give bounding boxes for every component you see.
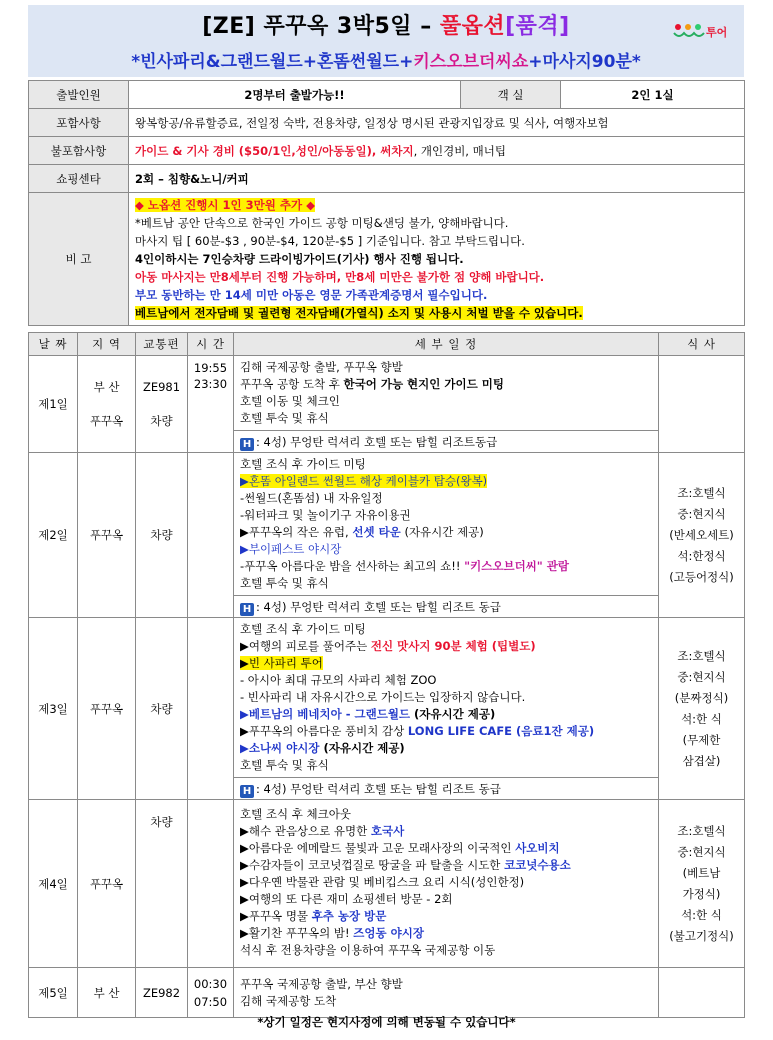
day5-label: 제5일: [29, 968, 78, 1018]
subtitle-part-2: +마사지90분*: [528, 52, 641, 72]
day2-line-5c: (자유시간 제공): [400, 525, 484, 539]
day1-time: [188, 356, 234, 453]
day2-kiss-of-sea: "키스오브더씨" 관람: [464, 559, 570, 573]
day1-label: 제1일: [29, 356, 78, 453]
header-itinerary: 세 부 일 정: [234, 333, 659, 356]
day4-line-2: [240, 823, 652, 840]
company-logo: [672, 19, 730, 43]
day3-detail: [234, 618, 659, 778]
day4-sao-beach: 사오비치: [515, 841, 560, 855]
day3-line-1: 호텔 조식 후 가이드 미팅: [240, 622, 366, 636]
day4-temple: 호국사: [370, 824, 405, 838]
included-value: 왕복항공/유류할증료, 전일정 숙박, 전용차량, 일정상 명시된 관광지입장료 및 식사, 여행자보험: [129, 109, 745, 137]
day2-night-market: ▶부이페스트 야시장: [240, 542, 342, 556]
day3-meal-1: 조:호텔식: [677, 648, 726, 663]
day4-night-market: 즈엉동 야시장: [353, 926, 424, 940]
departure-row: [29, 81, 745, 109]
day3-line-8: [240, 740, 652, 757]
included-row: [29, 109, 745, 137]
day1-depart-time: 19:55: [193, 361, 228, 375]
day1-detail: [234, 356, 659, 431]
excluded-value: [129, 137, 745, 165]
hotel-icon: H: [240, 603, 254, 616]
day3-meal-5: (무제한: [682, 732, 721, 747]
day1-hotel-text: : 4성) 무엉탄 럭셔리 호텔 또는 탐힐 리조트동급: [256, 434, 498, 449]
day1-vehicle: 차량: [150, 414, 173, 428]
day1-hotel: [234, 431, 659, 453]
day4-line-5: ▶다우옌 박물관 관람 및 베비킵스크 요리 시식(성인한정): [240, 875, 525, 889]
day3-label: 제3일: [29, 618, 78, 800]
day4-line-7: [240, 908, 652, 925]
day1-arrive-time: 23:30: [193, 377, 228, 391]
header-transport: 교통편: [136, 333, 188, 356]
title-banner: [28, 5, 744, 77]
excluded-label: 불포함사항: [29, 137, 129, 165]
day4-meal-3: (베트남: [682, 865, 721, 880]
day4-detail: [234, 800, 659, 968]
shopping-row: [29, 165, 745, 193]
title-main: [ZE] 푸꾸옥 3박5일 –: [202, 14, 440, 39]
day1-meals: [659, 356, 745, 453]
day2-time: [188, 453, 234, 618]
day2-meal-3: (반세오세트): [669, 527, 734, 542]
day2-line-8: 호텔 투숙 및 휴식: [240, 576, 329, 590]
day1-line-1: 김해 국제공항 출발, 푸꾸옥 향발: [240, 360, 403, 374]
day2-transport: 차량: [136, 453, 188, 618]
day2-line-3: -썬월드(혼똠섬) 내 자유일정: [240, 491, 383, 505]
day1-region: [78, 356, 136, 453]
day2-sunset-town: 선셋 타운: [352, 525, 401, 539]
day1-region-phuquoc: 푸꾸옥: [89, 414, 124, 428]
day4-line-3a: ▶아름다운 에메랄드 물빛과 고운 모래사장의 이국적인: [240, 841, 516, 855]
day3-night-market: ▶소나씨 야시장: [240, 741, 320, 755]
day1-row: [29, 356, 745, 431]
day3-meal-3: (분짜정식): [674, 690, 729, 705]
day3-time: [188, 618, 234, 800]
day4-time: [188, 800, 234, 968]
day3-line-6b: (자유시간 제공): [410, 707, 496, 721]
departure-value: 2명부터 출발가능!!: [129, 81, 461, 109]
hotel-icon: H: [240, 438, 254, 451]
day2-meals: [659, 453, 745, 618]
hotel-icon: H: [240, 785, 254, 798]
day3-line-6: [240, 706, 652, 723]
note-massage-tip: 마사지 팁 [ 60분-$3 , 90분-$4, 120분-$5 ] 기준입니다. 참고 부탁드립니다.: [135, 234, 525, 248]
title-grade: [품격]: [505, 14, 570, 39]
day1-transport: [136, 356, 188, 453]
header-time: 시 간: [188, 333, 234, 356]
day3-line-2a: ▶여행의 피로를 풀어주는: [240, 639, 371, 653]
svg-text:투어: 투어: [706, 26, 728, 39]
day3-line-2: [240, 638, 652, 655]
day5-depart-time: 00:30: [193, 976, 228, 991]
day5-line-1: 푸꾸옥 국제공항 출발, 부산 향발: [240, 976, 403, 991]
day2-line-7: [240, 558, 652, 575]
day5-flight: ZE982: [136, 968, 188, 1018]
day3-row: [29, 618, 745, 778]
day2-cable-car: ▶혼똠 아일랜드 썬월드 해상 케이블카 탑승(왕복): [240, 474, 488, 488]
day3-line-8b: (자유시간 제공): [319, 741, 405, 755]
day4-line-4a: ▶수감자들이 코코넛껍질로 땅굴을 파 탈출을 시도한: [240, 858, 505, 872]
day1-line-4: 호텔 투숙 및 휴식: [240, 411, 329, 425]
included-label: 포함사항: [29, 109, 129, 137]
day3-meals: [659, 618, 745, 800]
day2-detail: [234, 453, 659, 596]
day3-line-9: 호텔 투숙 및 휴식: [240, 758, 329, 772]
day2-meal-4: 석:한정식: [677, 548, 726, 563]
no-option-notice: ◆ 노옵션 진행시 1인 3만원 추가 ◆: [135, 198, 315, 212]
shopping-value: 2회 – 침향&노니/커피: [129, 165, 745, 193]
day4-line-2a: ▶해수 관음상으로 유명한: [240, 824, 371, 838]
day4-line-9: 석식 후 전용차량을 이용하여 푸꾸옥 국제공항 이동: [240, 943, 496, 957]
notes-content: [129, 193, 745, 326]
day3-region: 푸꾸옥: [78, 618, 136, 800]
note-child-massage: 아동 마사지는 만8세부터 진행 가능하며, 만8세 미만은 불가한 점 양해 바랍니다.: [135, 270, 545, 284]
day4-line-7a: ▶푸꾸옥 명물: [240, 909, 312, 923]
day1-region-busan: 부 산: [93, 380, 120, 394]
schedule-table: [28, 332, 745, 1018]
day3-safari: ▶빈 사파리 투어: [240, 656, 323, 670]
day4-meal-2: 중:현지식: [677, 844, 726, 859]
page-title: [28, 9, 744, 40]
day4-line-8: [240, 925, 652, 942]
day3-line-7: [240, 723, 652, 740]
day3-grand-world: ▶베트남의 베네치아 - 그랜드월드: [240, 707, 411, 721]
day4-label: 제4일: [29, 800, 78, 968]
day5-arrive-time: 07:50: [193, 994, 228, 1009]
day4-meal-4: 가정식): [682, 886, 721, 901]
notes-label: 비 고: [29, 193, 129, 326]
room-label: 객 실: [461, 81, 561, 109]
day2-hotel: [234, 596, 659, 618]
day4-line-4: [240, 857, 652, 874]
day2-line-5a: ▶푸꾸옥의 작은 유럽,: [240, 525, 353, 539]
note-family-certificate: 부모 동반하는 만 14세 미만 아동은 영문 가족관계증명서 필수입니다.: [135, 288, 488, 302]
day3-massage: 전신 맛사지 90분 체험 (팁별도): [370, 639, 536, 653]
day1-line-2: [240, 376, 652, 393]
day3-meal-4: 석:한 식: [681, 711, 722, 726]
room-value: 2인 1실: [561, 81, 745, 109]
day2-line-7a: -푸꾸옥 아름다운 밤을 선사하는 최고의 쇼!!: [240, 559, 465, 573]
day4-pepper-farm: 후추 농장 방문: [311, 909, 387, 923]
day1-guide-meeting: 한국어 가능 현지인 가이드 미팅: [343, 377, 504, 391]
day4-shopping: ▶여행의 또 다른 재미 쇼핑센터 방문 - 2회: [240, 892, 453, 906]
day4-region: 푸꾸옥: [78, 800, 136, 968]
page-subtitle: [28, 47, 744, 72]
excluded-row: [29, 137, 745, 165]
day5-line-2: 김해 국제공항 도착: [240, 993, 337, 1008]
day2-line-5: [240, 524, 652, 541]
day2-region: 푸꾸옥: [78, 453, 136, 618]
day4-meal-1: 조:호텔식: [677, 823, 726, 838]
day3-line-7a: ▶푸꾸옥의 아름다운 풍비치 감상: [240, 724, 408, 738]
day2-line-1: 호텔 조식 후 가이드 미팅: [240, 457, 366, 471]
subtitle-part-1: *빈사파리&그랜드월드+혼똠썬월드+: [131, 52, 414, 72]
shopping-label: 쇼핑센타: [29, 165, 129, 193]
day2-hotel-text: : 4성) 무엉탄 럭셔리 호텔 또는 탐힐 리조트 동급: [256, 599, 501, 614]
info-table: [28, 80, 745, 326]
day3-line-4: - 아시아 최대 규모의 사파리 체험 ZOO: [240, 673, 437, 687]
day5-row: [29, 968, 745, 1018]
day5-meals: [659, 968, 745, 1018]
excluded-guide-fee: 가이드 & 기사 경비 ($50/1인,성인/아동동일), 써차지: [135, 143, 414, 158]
day3-hotel-text: : 4성) 무엉탄 럭셔리 호텔 또는 탐힐 리조트 동급: [256, 781, 501, 796]
day5-time: [188, 968, 234, 1018]
day2-label: 제2일: [29, 453, 78, 618]
day4-line-3: [240, 840, 652, 857]
day5-region: 부 산: [78, 968, 136, 1018]
day2-row: [29, 453, 745, 596]
day3-meal-2: 중:현지식: [677, 669, 726, 684]
header-meals: 식 사: [659, 333, 745, 356]
note-guide: *베트남 공안 단속으로 한국인 가이드 공항 미팅&샌딩 불가, 양해바랍니다.: [135, 216, 509, 230]
day3-transport: 차량: [136, 618, 188, 800]
departure-label: 출발인원: [29, 81, 129, 109]
day1-line-2a: 푸꾸옥 공항 도착 후: [240, 377, 344, 391]
header-region: 지 역: [78, 333, 136, 356]
day2-meal-2: 중:현지식: [677, 506, 726, 521]
note-driving-guide: 4인이하시는 7인승차량 드라이빙가이드(기사) 행사 진행 됩니다.: [135, 252, 464, 266]
header-date: 날 짜: [29, 333, 78, 356]
day4-meal-6: (불고기정식): [669, 928, 734, 943]
day3-meal-6: 삼겹살): [682, 753, 721, 768]
day5-detail: [234, 968, 659, 1018]
schedule-header-row: [29, 333, 745, 356]
day4-row: [29, 800, 745, 968]
subtitle-show: 키스오브더씨쇼: [413, 52, 529, 72]
day4-line-1: 호텔 조식 후 체크아웃: [240, 807, 351, 821]
footer-note: *상기 일정은 현지사정에 의해 변동될 수 있습니다*: [257, 1015, 516, 1029]
day3-line-5: - 빈사파리 내 자유시간으로 가이드는 입장하지 않습니다.: [240, 690, 526, 704]
day4-line-8a: ▶활기찬 푸꾸옥의 밤!: [240, 926, 354, 940]
day4-meal-5: 석:한 식: [681, 907, 722, 922]
day2-line-4: -워터파크 및 놀이기구 자유이용권: [240, 508, 411, 522]
excluded-rest: , 개인경비, 매너팁: [413, 143, 506, 158]
note-e-cigarette: 베트남에서 전자담배 및 궐련형 전자담배(가열식) 소지 및 사용시 처벌 받을 수 있습니다.: [135, 306, 583, 320]
title-full-option: 풀옵션: [439, 14, 506, 39]
day2-meal-5: (고등어정식): [669, 569, 734, 584]
day3-cafe: LONG LIFE CAFE (음료1잔 제공): [407, 724, 595, 738]
day4-meals: [659, 800, 745, 968]
day1-line-3: 호텔 이동 및 체크인: [240, 394, 340, 408]
day2-meal-1: 조:호텔식: [677, 485, 726, 500]
day1-flight: ZE981: [142, 380, 181, 394]
day4-transport: 차량: [136, 800, 188, 968]
notes-row: [29, 193, 745, 326]
day3-hotel: [234, 778, 659, 800]
day4-prison: 코코넛수용소: [504, 858, 571, 872]
